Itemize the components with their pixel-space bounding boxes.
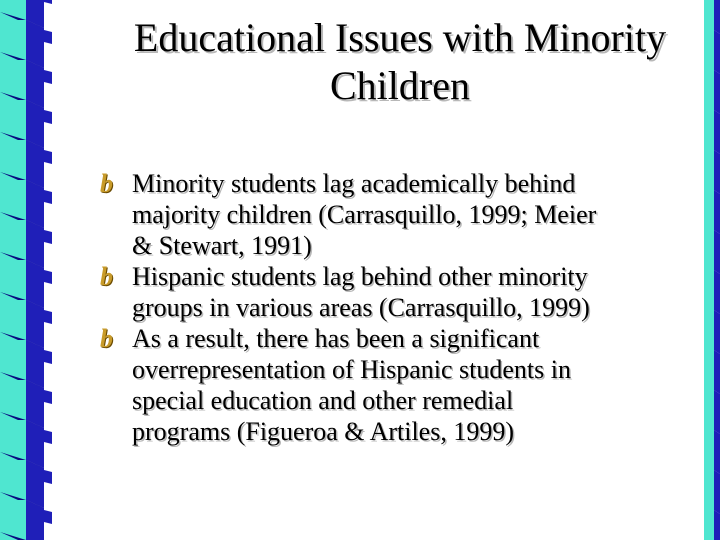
bar-segment [0, 380, 26, 420]
bar-segment [26, 220, 44, 268]
bar-segment [44, 70, 52, 84]
bullet-icon: b [100, 262, 113, 291]
bar-segment [714, 350, 720, 394]
slide-title [90, 14, 710, 110]
bar-segment [714, 390, 720, 434]
bar-segment [0, 180, 26, 220]
bullet-icon: b [100, 169, 113, 198]
bar-segment [704, 470, 714, 510]
bullet-text-line: & Stewart, 1991) [132, 231, 312, 260]
bullet-text-line: special education and other remedial [132, 386, 514, 415]
bar-segment [0, 460, 26, 500]
bar-segment [44, 470, 52, 484]
bullet-item [100, 168, 700, 261]
slide-title-line-1: Educational Issues with Minority [133, 15, 667, 60]
bar-segment [0, 140, 26, 180]
bar-segment [0, 300, 26, 340]
bar-segment [704, 110, 714, 150]
bar-segment [44, 510, 52, 524]
bar-segment [26, 140, 44, 188]
bar-segment [26, 460, 44, 508]
bar-segment [0, 100, 26, 140]
bar-segment [44, 30, 52, 44]
bar-segment [0, 20, 26, 60]
bar-segment [44, 430, 52, 444]
bar-segment [704, 510, 714, 540]
bar-segment [0, 420, 26, 460]
bar-segment [714, 190, 720, 234]
decorative-left-bar [0, 0, 60, 540]
bar-segment [714, 430, 720, 474]
bar-segment [704, 430, 714, 470]
bullet-text-line: programs (Figueroa & Artiles, 1999) [132, 417, 514, 446]
bar-segment [704, 230, 714, 270]
bar-segment [714, 30, 720, 74]
bar-segment [704, 350, 714, 390]
bullet-text-line: groups in various areas (Carrasquillo, 1999) [132, 293, 590, 322]
bar-segment [26, 380, 44, 428]
bar-segment [0, 220, 26, 260]
bar-segment [44, 0, 52, 4]
bar-segment [26, 420, 44, 468]
bar-segment [714, 70, 720, 114]
bar-segment [44, 390, 52, 404]
slide-title-line-2: Children [330, 63, 470, 108]
bar-segment [714, 270, 720, 314]
bar-segment [704, 190, 714, 230]
bar-segment [26, 300, 44, 348]
bar-segment [704, 310, 714, 350]
bar-segment [714, 470, 720, 514]
bar-segment [44, 230, 52, 244]
bar-segment [26, 100, 44, 148]
bullet-item [100, 261, 700, 323]
bullet-item [100, 323, 700, 447]
bullet-text-line: Minority students lag academically behind [132, 169, 576, 198]
bar-segment [44, 350, 52, 364]
bullet-icon: b [100, 324, 113, 353]
bar-segment [704, 270, 714, 310]
bar-segment [704, 390, 714, 430]
bar-segment [26, 20, 44, 68]
bar-segment [714, 150, 720, 194]
bar-segment [714, 0, 720, 34]
bullet-text-line: overrepresentation of Hispanic students in [132, 355, 571, 384]
bar-segment [714, 230, 720, 274]
bullet-text-line: majority children (Carrasquillo, 1999; Meier [132, 200, 597, 229]
bar-segment [44, 110, 52, 124]
bar-segment [26, 340, 44, 388]
bar-segment [0, 340, 26, 380]
bar-segment [714, 110, 720, 154]
bar-segment [0, 260, 26, 300]
bar-segment [26, 260, 44, 308]
bar-segment [44, 150, 52, 164]
bar-segment [26, 60, 44, 108]
bar-segment [26, 180, 44, 228]
bar-segment [44, 310, 52, 324]
bar-segment [44, 270, 52, 284]
bar-segment [0, 500, 26, 540]
bullet-list [100, 168, 700, 447]
bar-segment [714, 510, 720, 540]
bar-segment [44, 190, 52, 204]
bar-segment [0, 60, 26, 100]
bullet-text-line: As a result, there has been a significant [132, 324, 540, 353]
bar-segment [704, 150, 714, 190]
bar-segment [714, 310, 720, 354]
bullet-text-line: Hispanic students lag behind other minority [132, 262, 588, 291]
